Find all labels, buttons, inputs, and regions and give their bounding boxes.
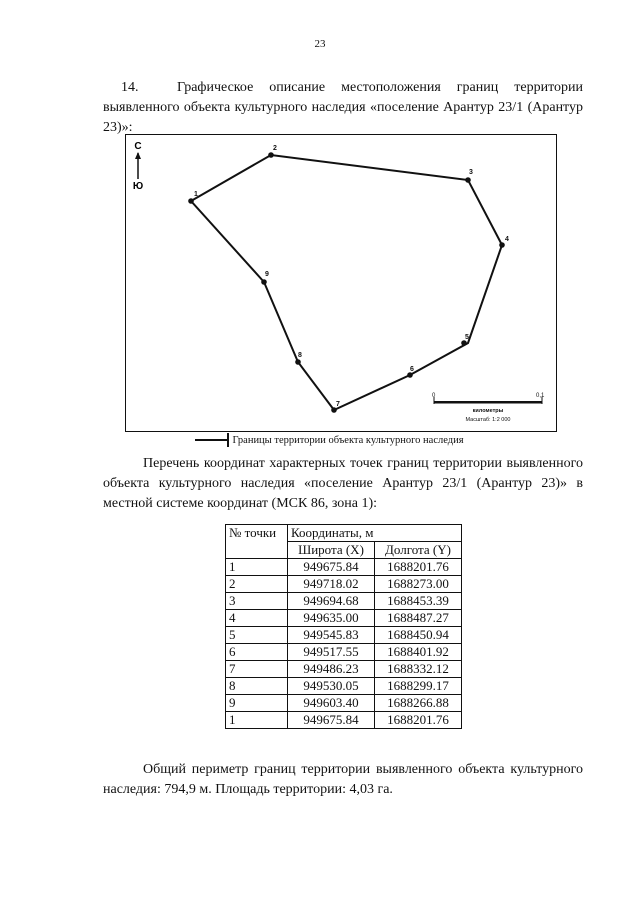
coordinates-table [225, 524, 462, 729]
point-label: 8 [298, 352, 302, 359]
map-point [188, 198, 194, 204]
boundary-map [125, 134, 557, 432]
header-coords: Координаты, м [288, 525, 462, 542]
table-row [226, 593, 462, 610]
cell-y: 1688201.76 [375, 712, 462, 729]
boundary-map-svg [126, 135, 555, 430]
cell-point: 1 [226, 559, 288, 576]
summary-text: Общий периметр границ территории выявленного объекта культурного наследия: 794,9 м. Площадь территории: 4,03 га. [103, 762, 583, 797]
cell-x: 949718.02 [288, 576, 375, 593]
cell-y: 1688401.92 [375, 644, 462, 661]
map-point [407, 372, 413, 378]
scale-zero: 0 [432, 393, 436, 399]
map-point [461, 340, 467, 346]
point-label: 5 [465, 334, 469, 341]
cell-point: 8 [226, 678, 288, 695]
section-number: 14. [121, 80, 139, 95]
point-label: 7 [336, 401, 340, 408]
point-label: 3 [469, 169, 473, 176]
table-row [226, 695, 462, 712]
summary [103, 760, 583, 800]
map-point [268, 152, 274, 158]
cell-x: 949530.05 [288, 678, 375, 695]
cell-point: 2 [226, 576, 288, 593]
north-arrow-icon [133, 141, 143, 192]
table-row [226, 712, 462, 729]
scale-bar [432, 393, 545, 423]
boundary-points [188, 152, 505, 413]
cell-point: 7 [226, 661, 288, 678]
table-row [226, 559, 462, 576]
point-label: 9 [265, 271, 269, 278]
cell-x: 949603.40 [288, 695, 375, 712]
cell-x: 949635.00 [288, 610, 375, 627]
legend-bar-icon [227, 433, 229, 447]
scale-max: 0,1 [536, 393, 545, 399]
cell-x: 949486.23 [288, 661, 375, 678]
boundary-line [191, 155, 502, 410]
south-label: Ю [132, 181, 144, 192]
table-row [226, 644, 462, 661]
map-point [499, 242, 505, 248]
cell-point: 1 [226, 712, 288, 729]
table-row [226, 627, 462, 644]
cell-y: 1688201.76 [375, 559, 462, 576]
table-row [226, 610, 462, 627]
cell-point: 4 [226, 610, 288, 627]
map-point [261, 279, 267, 285]
cell-point: 6 [226, 644, 288, 661]
cell-x: 949675.84 [288, 559, 375, 576]
cell-y: 1688332.12 [375, 661, 462, 678]
table-row [226, 678, 462, 695]
coords-intro [103, 454, 583, 514]
cell-y: 1688450.94 [375, 627, 462, 644]
section-heading [103, 78, 583, 138]
cell-x: 949517.55 [288, 644, 375, 661]
cell-y: 1688299.17 [375, 678, 462, 695]
cell-point: 3 [226, 593, 288, 610]
map-legend [195, 433, 464, 447]
scale-units: километры [472, 408, 504, 414]
cell-y: 1688453.39 [375, 593, 462, 610]
page-number: 23 [314, 38, 326, 50]
header-y: Долгота (Y) [375, 542, 462, 559]
cell-y: 1688487.27 [375, 610, 462, 627]
scale-ratio: Масштаб: 1:2 000 [465, 417, 511, 423]
map-point [465, 177, 471, 183]
map-point [295, 359, 301, 365]
table-row [226, 576, 462, 593]
header-point: № точки [226, 525, 288, 559]
legend-text: Границы территории объекта культурного наследия [232, 434, 464, 446]
table-row [226, 661, 462, 678]
point-label: 4 [505, 236, 509, 243]
header-x: Широта (X) [288, 542, 375, 559]
point-label: 1 [194, 191, 198, 198]
cell-point: 9 [226, 695, 288, 712]
section-title: Графическое описание местоположения границ территории выявленного объекта культурного наследия «поселение Арантур 23/1 (Арантур 23)»: [103, 80, 583, 135]
cell-point: 5 [226, 627, 288, 644]
cell-y: 1688273.00 [375, 576, 462, 593]
cell-x: 949545.83 [288, 627, 375, 644]
cell-x: 949694.68 [288, 593, 375, 610]
map-point [331, 407, 337, 413]
point-label: 2 [273, 145, 277, 152]
cell-x: 949675.84 [288, 712, 375, 729]
legend-line-icon [195, 439, 227, 441]
point-label: 6 [410, 366, 414, 373]
cell-y: 1688266.88 [375, 695, 462, 712]
north-label: С [134, 141, 142, 152]
coords-intro-text: Перечень координат характерных точек границ территории выявленного объекта культурного наследия «поселение Арантур 23/1 (Арантур 23)» в местной системе координат (МСК 86, зона 1): [103, 456, 583, 511]
